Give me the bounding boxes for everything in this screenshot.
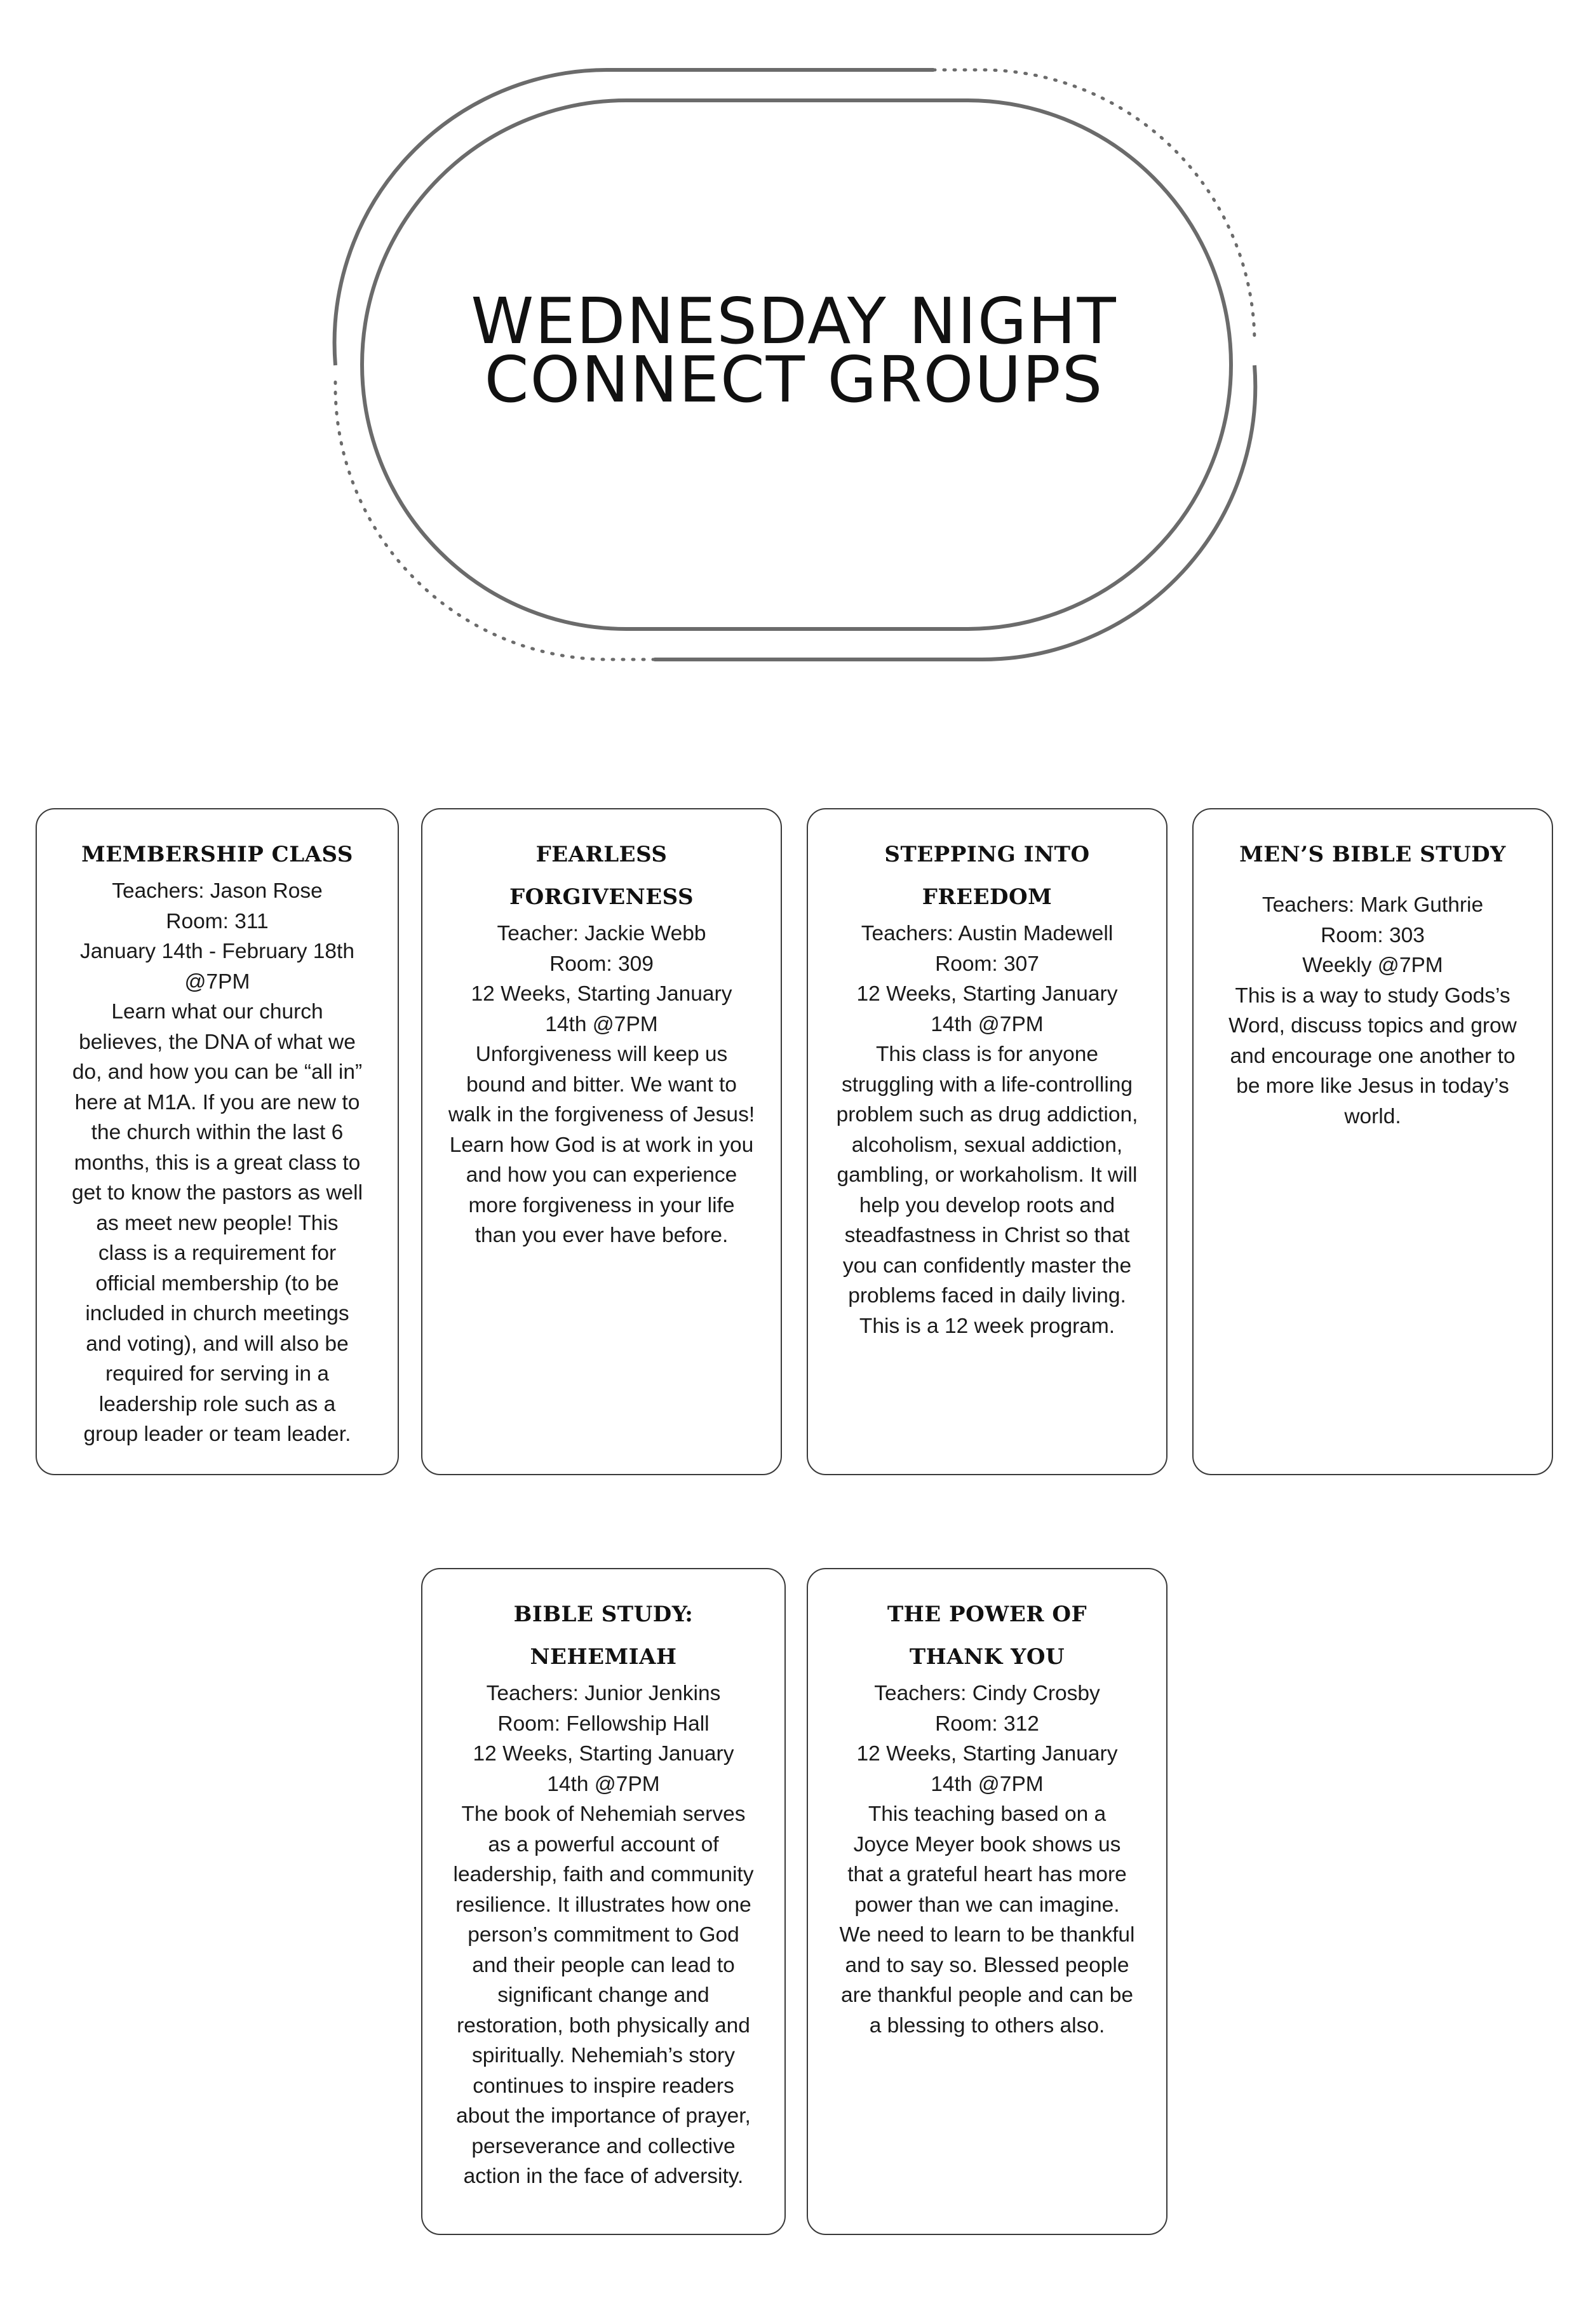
- page-title-line-1: WEDNESDAY NIGHT: [471, 284, 1117, 358]
- card-schedule: 12 Weeks, Starting January 14th @7PM: [856, 1742, 1118, 1796]
- card-heading: MEN’S BIBLE STUDY: [1239, 842, 1506, 867]
- card-description: Unforgiveness will keep us bound and bitter. We want to walk in the forgiveness of Jesus! Learn how God is at work in you and how you can experience more forgiveness in your life than you ever have before.: [448, 1043, 755, 1247]
- card-description: Learn what our church believes, the DNA of what we do, and how you can be “all in” here at M1A. If you are new to the church within the last 6 months, this is a great class to get to know the pastors as well as meet new people! This class is a requirement for official membership (to be included in church meetings and voting), and will also be required for serving in a leadership role such as a group leader or team leader.: [71, 1000, 363, 1446]
- card-description: This class is for anyone struggling with a life-controlling problem such as drug addiction, alcoholism, sexual addiction, gambling, or workaholism. It will help you develop roots and steadfastness in Christ so that you can confidently master the problems faced in daily living. This is a 12 week program.: [836, 1043, 1138, 1338]
- card-teachers: Teacher: Jackie Webb: [497, 922, 706, 945]
- card-description: This teaching based on a Joyce Meyer book shows us that a grateful heart has more power than we can imagine. We need to learn to be thankful and to say so. Blessed people are thankful people and can be a blessing to others also.: [839, 1802, 1135, 2037]
- card-room: Room: 311: [166, 909, 269, 933]
- card-schedule: January 14th - February 18th @7PM: [79, 940, 355, 994]
- card-teachers: Teachers: Mark Guthrie: [1262, 893, 1484, 917]
- card-teachers: Teachers: Jason Rose: [112, 879, 323, 903]
- card-power-of-thank-you: [807, 1568, 1167, 2235]
- card-bible-study-nehemiah: [421, 1568, 786, 2235]
- card-schedule: Weekly @7PM: [1302, 954, 1443, 977]
- card-membership-class: [36, 808, 399, 1475]
- card-schedule: 12 Weeks, Starting January 14th @7PM: [473, 1742, 734, 1796]
- title-frame-outer-dotted-left: [335, 381, 654, 659]
- page-title-line-2: CONNECT GROUPS: [484, 342, 1104, 417]
- card-room: Room: 312: [935, 1712, 1039, 1736]
- card-teachers: Teachers: Junior Jenkins: [486, 1682, 721, 1705]
- card-schedule: 12 Weeks, Starting January 14th @7PM: [856, 982, 1118, 1036]
- card-schedule: 12 Weeks, Starting January 14th @7PM: [471, 982, 732, 1036]
- card-teachers: Teachers: Austin Madewell: [861, 922, 1114, 945]
- card-mens-bible-study: [1192, 808, 1553, 1475]
- card-heading: FEARLESS FORGIVENESS: [509, 842, 694, 910]
- card-room: Room: 307: [935, 952, 1039, 976]
- card-room: Room: 303: [1321, 923, 1425, 947]
- card-room: Room: 309: [549, 952, 654, 976]
- card-room: Room: Fellowship Hall: [497, 1712, 710, 1736]
- page-title: [356, 284, 1232, 417]
- card-teachers: Teachers: Cindy Crosby: [874, 1682, 1100, 1705]
- card-heading: MEMBERSHIP CLASS: [81, 842, 353, 867]
- card-description: The book of Nehemiah serves as a powerful account of leadership, faith and community resilience. It illustrates how one person’s commitment to God and their people can lead to significant change and restoration, both physically and spiritually. Nehemiah’s story continues to inspire readers about the importance of prayer, perseverance and collective action in the face of adversity.: [453, 1802, 754, 2188]
- card-heading: THE POWER OF THANK YOU: [887, 1602, 1087, 1670]
- card-stepping-into-freedom: [807, 808, 1167, 1475]
- card-fearless-forgiveness: [421, 808, 782, 1475]
- card-description: This is a way to study Gods’s Word, discuss topics and grow and encourage one another to be more like Jesus in today’s world.: [1228, 983, 1517, 1128]
- card-heading: STEPPING INTO FREEDOM: [884, 842, 1090, 910]
- card-heading: BIBLE STUDY: NEHEMIAH: [513, 1602, 694, 1670]
